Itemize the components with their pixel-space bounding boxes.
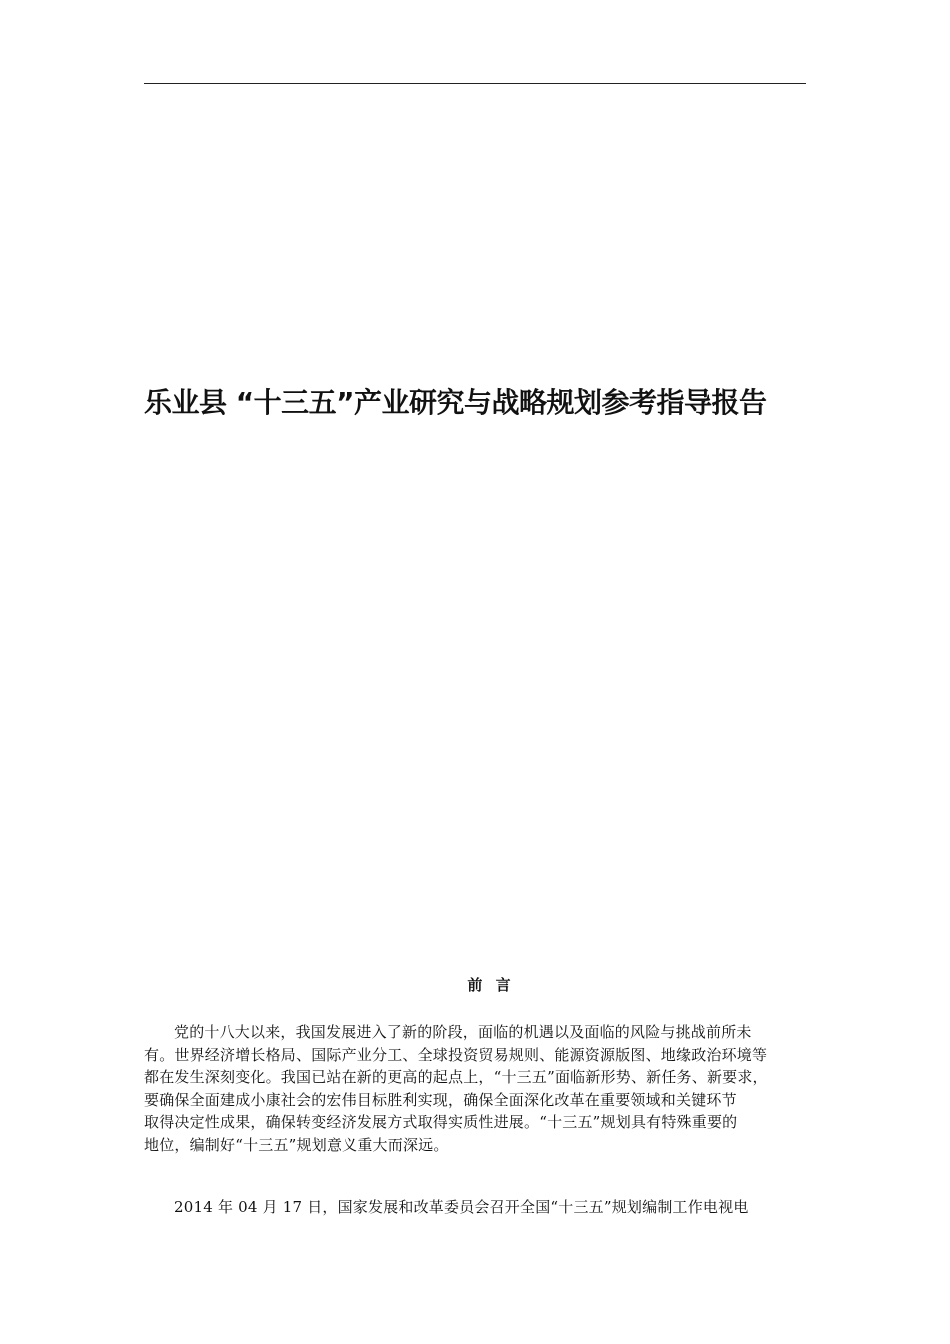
paragraph-line: 要确保全面建成小康社会的宏伟目标胜利实现，确保全面深化改革在重要领域和关键环节 (144, 1090, 737, 1109)
paragraph-line: 有。世界经济增长格局、国际产业分工、全球投资贸易规则、能源资源版图、地缘政治环境等 (144, 1045, 768, 1064)
document-title: 乐业县 “十三五”产业研究与战略规划参考指导报告 (144, 386, 767, 419)
paragraph-line: 都在发生深刻变化。我国已站在新的更高的起点上，“十三五”面临新形势、新任务、新要求， (144, 1068, 768, 1086)
paragraph-line: 地位，编制好“十三五”规划意义重大而深远。 (144, 1135, 449, 1154)
paragraph-line: 党的十八大以来，我国发展进入了新的阶段，面临的机遇以及面临的风险与挑战前所未 (174, 1023, 752, 1041)
preface-heading: 前 言 (467, 976, 515, 994)
preface-paragraph-1 (144, 1021, 806, 1156)
header-rule (144, 83, 806, 84)
preface-paragraph-2 (144, 1196, 806, 1219)
paragraph-line: 2014 年 04 月 17 日，国家发展和改革委员会召开全国“十三五”规划编制工作电视电 (174, 1198, 749, 1216)
paragraph-line: 取得决定性成果，确保转变经济发展方式取得实质性进展。“十三五”规划具有特殊重要的 (144, 1113, 738, 1131)
